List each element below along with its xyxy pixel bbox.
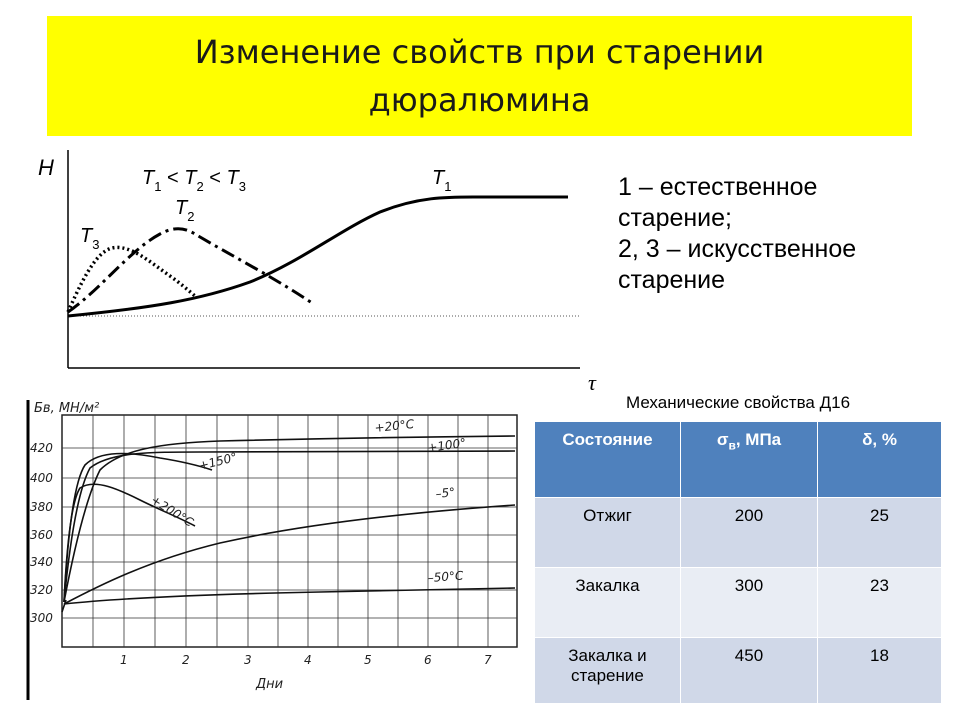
curve-minus50 bbox=[64, 588, 515, 604]
graph-curve-label: –5° bbox=[434, 485, 456, 501]
table-row bbox=[535, 498, 942, 568]
legend-line: 1 – естественное bbox=[618, 173, 818, 201]
properties-table bbox=[534, 421, 942, 704]
graph-y-tick: 420 bbox=[30, 441, 53, 455]
cell-sigma: 300 bbox=[680, 568, 817, 638]
graph-x-tick: 7 bbox=[484, 653, 492, 667]
graph-y-tick: 320 bbox=[30, 583, 53, 597]
temperature-condition: $T_1 < T_2 < T_3$ bbox=[142, 167, 246, 194]
curve-label-t2: $T_2$ bbox=[175, 197, 195, 224]
graph-x-label: Дни bbox=[256, 677, 284, 692]
graph-x-tick: 5 bbox=[364, 653, 372, 667]
graph-y-tick: 300 bbox=[30, 611, 53, 625]
header-sigma: $\sigma_в$, МПа bbox=[680, 422, 817, 498]
schematic-y-label: H bbox=[38, 155, 54, 180]
table-row bbox=[535, 638, 942, 704]
graph-x-tick: 2 bbox=[182, 653, 190, 667]
table-header-row bbox=[535, 422, 942, 498]
graph-y-tick: 360 bbox=[30, 528, 53, 542]
header-state: Состояние bbox=[535, 422, 681, 498]
graph-x-tick: 3 bbox=[244, 653, 252, 667]
schematic-diagram bbox=[38, 150, 597, 395]
curve-label-t3: $T_3$ bbox=[80, 225, 100, 252]
table-caption: Механические свойства Д16 bbox=[626, 393, 851, 412]
graph-x-tick: 6 bbox=[424, 653, 432, 667]
graph-y-tick: 400 bbox=[30, 471, 53, 485]
graph-curve-label: +200°C bbox=[148, 492, 196, 530]
graph-curves bbox=[62, 436, 515, 612]
legend-line: 2, 3 – искусственное bbox=[618, 235, 857, 263]
graph-curve-label: +150° bbox=[197, 449, 239, 473]
graph-y-tick: 340 bbox=[30, 555, 53, 569]
legend-line: старение; bbox=[618, 204, 733, 232]
curve-label-t1: $T_1$ bbox=[432, 167, 452, 194]
curve-plus200 bbox=[64, 484, 195, 602]
graph-y-label: Бв, МН/м² bbox=[34, 401, 100, 416]
graph-x-tick: 4 bbox=[304, 653, 312, 667]
graph-curve-label: –50°C bbox=[427, 568, 464, 585]
slide-title: Изменение свойств при старении дюралюмина bbox=[194, 33, 765, 119]
cell-delta: 23 bbox=[818, 568, 942, 638]
aging-legend bbox=[618, 172, 938, 296]
schematic-x-label: τ bbox=[588, 370, 596, 395]
curve-t1 bbox=[68, 197, 568, 316]
graph-y-tick: 380 bbox=[30, 500, 53, 514]
table-row bbox=[535, 568, 942, 638]
header-delta: δ, % bbox=[818, 422, 942, 498]
graph-x-tick: 1 bbox=[120, 653, 128, 667]
graph-curve-label: +100° bbox=[426, 435, 468, 455]
cell-state: Закалка и старение bbox=[535, 638, 681, 704]
legend-line: старение bbox=[618, 266, 726, 294]
cell-delta: 18 bbox=[818, 638, 942, 704]
cell-sigma: 450 bbox=[680, 638, 817, 704]
strength-graph bbox=[28, 400, 517, 700]
cell-sigma: 200 bbox=[680, 498, 817, 568]
graph-curve-label: +20°C bbox=[373, 416, 415, 435]
cell-state: Закалка bbox=[535, 568, 681, 638]
cell-delta: 25 bbox=[818, 498, 942, 568]
cell-state: Отжиг bbox=[535, 498, 681, 568]
